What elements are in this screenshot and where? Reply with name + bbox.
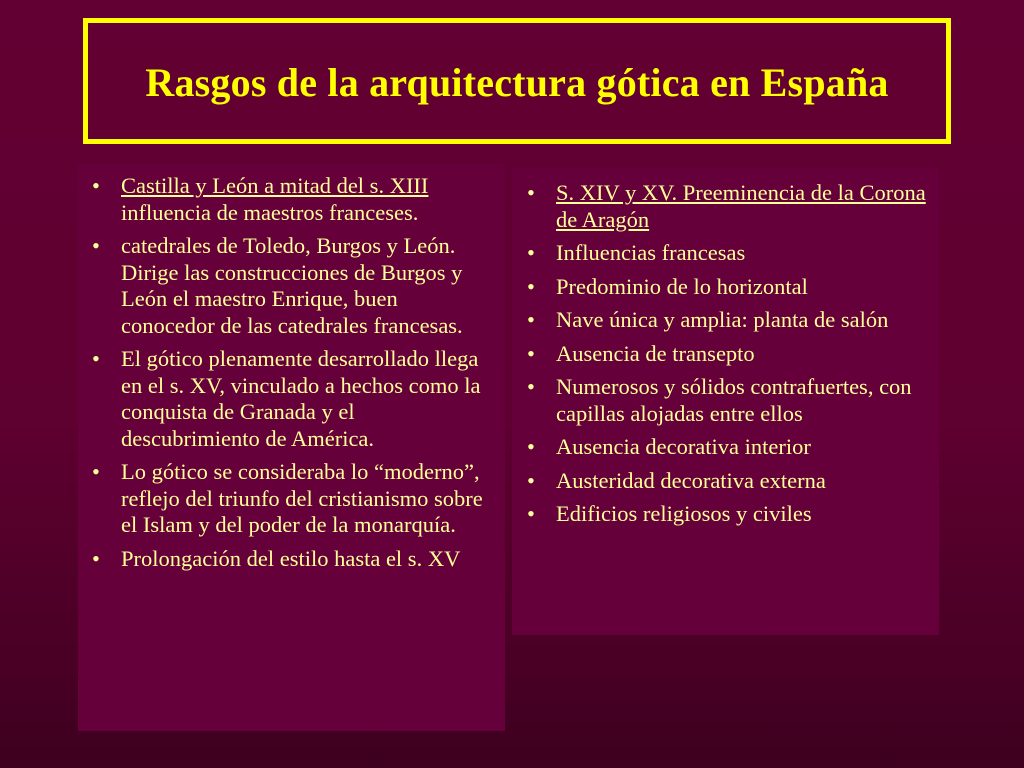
bullet-icon: • [527, 240, 535, 265]
bullet-icon: • [527, 180, 535, 205]
list-item-text: Influencias francesas [556, 240, 746, 265]
bullet-icon: • [92, 545, 100, 571]
list-item [83, 459, 495, 539]
list-item-text: Predominio de lo horizontal [556, 273, 808, 299]
list-item [518, 180, 929, 233]
title-box [83, 18, 951, 144]
bullet-icon: • [527, 501, 535, 526]
left-bullet-list [83, 173, 495, 572]
bullet-icon: • [527, 434, 535, 459]
list-item-text: Numerosos y sólidos contrafuertes, con capillas alojadas entre ellos [556, 374, 912, 426]
list-item [83, 173, 495, 226]
list-item [518, 274, 929, 301]
list-item [518, 374, 929, 427]
list-item-text: Austeridad decorativa externa [556, 467, 826, 493]
bullet-icon: • [527, 307, 535, 332]
list-item [518, 434, 929, 461]
list-item-text: Prolongación del estilo hasta el s. XV [121, 545, 461, 571]
list-item-text: Ausencia decorativa interior [556, 434, 811, 459]
list-item-text: El gótico plenamente desarrollado llega en el s. XV, vinculado a hechos como la conquista de Granada y el descubrimiento de América. [121, 346, 481, 451]
bullet-icon: • [527, 273, 535, 299]
slide-title: Rasgos de la arquitectura gótica en España [145, 59, 889, 105]
underlined-text: Castilla y León a mitad del s. XIII [121, 173, 429, 198]
item-text: influencia de maestros franceses. [121, 199, 419, 225]
left-panel [78, 164, 505, 731]
list-item [83, 546, 495, 573]
bullet-icon: • [92, 173, 100, 198]
list-item-text [121, 173, 495, 226]
list-item [518, 307, 929, 334]
list-item-text: catedrales de Toledo, Burgos y León. Dirige las construcciones de Burgos y León el maestro Enrique, buen conocedor de las catedrales francesas. [121, 233, 463, 338]
list-item [83, 346, 495, 452]
list-item [83, 233, 495, 339]
list-item-text: Ausencia de transepto [556, 340, 755, 366]
bullet-icon: • [527, 340, 535, 366]
bullet-icon: • [92, 346, 100, 371]
bullet-icon: • [527, 374, 535, 399]
bullet-icon: • [92, 233, 100, 258]
right-bullet-list [518, 180, 929, 528]
list-item-text: S. XIV y XV. Preeminencia de la Corona de Aragón [556, 180, 926, 232]
list-item-text: Nave única y amplia: planta de salón [556, 307, 889, 332]
list-item [518, 501, 929, 528]
list-item [518, 341, 929, 368]
list-item-text: Edificios religiosos y civiles [556, 501, 812, 526]
bullet-icon: • [92, 459, 100, 484]
list-item [518, 240, 929, 267]
bullet-icon: • [527, 467, 535, 493]
right-panel [512, 168, 939, 635]
list-item [518, 468, 929, 495]
list-item-text: Lo gótico se consideraba lo “moderno”, reflejo del triunfo del cristianismo sobre el Islam y del poder de la monarquía. [121, 459, 483, 537]
